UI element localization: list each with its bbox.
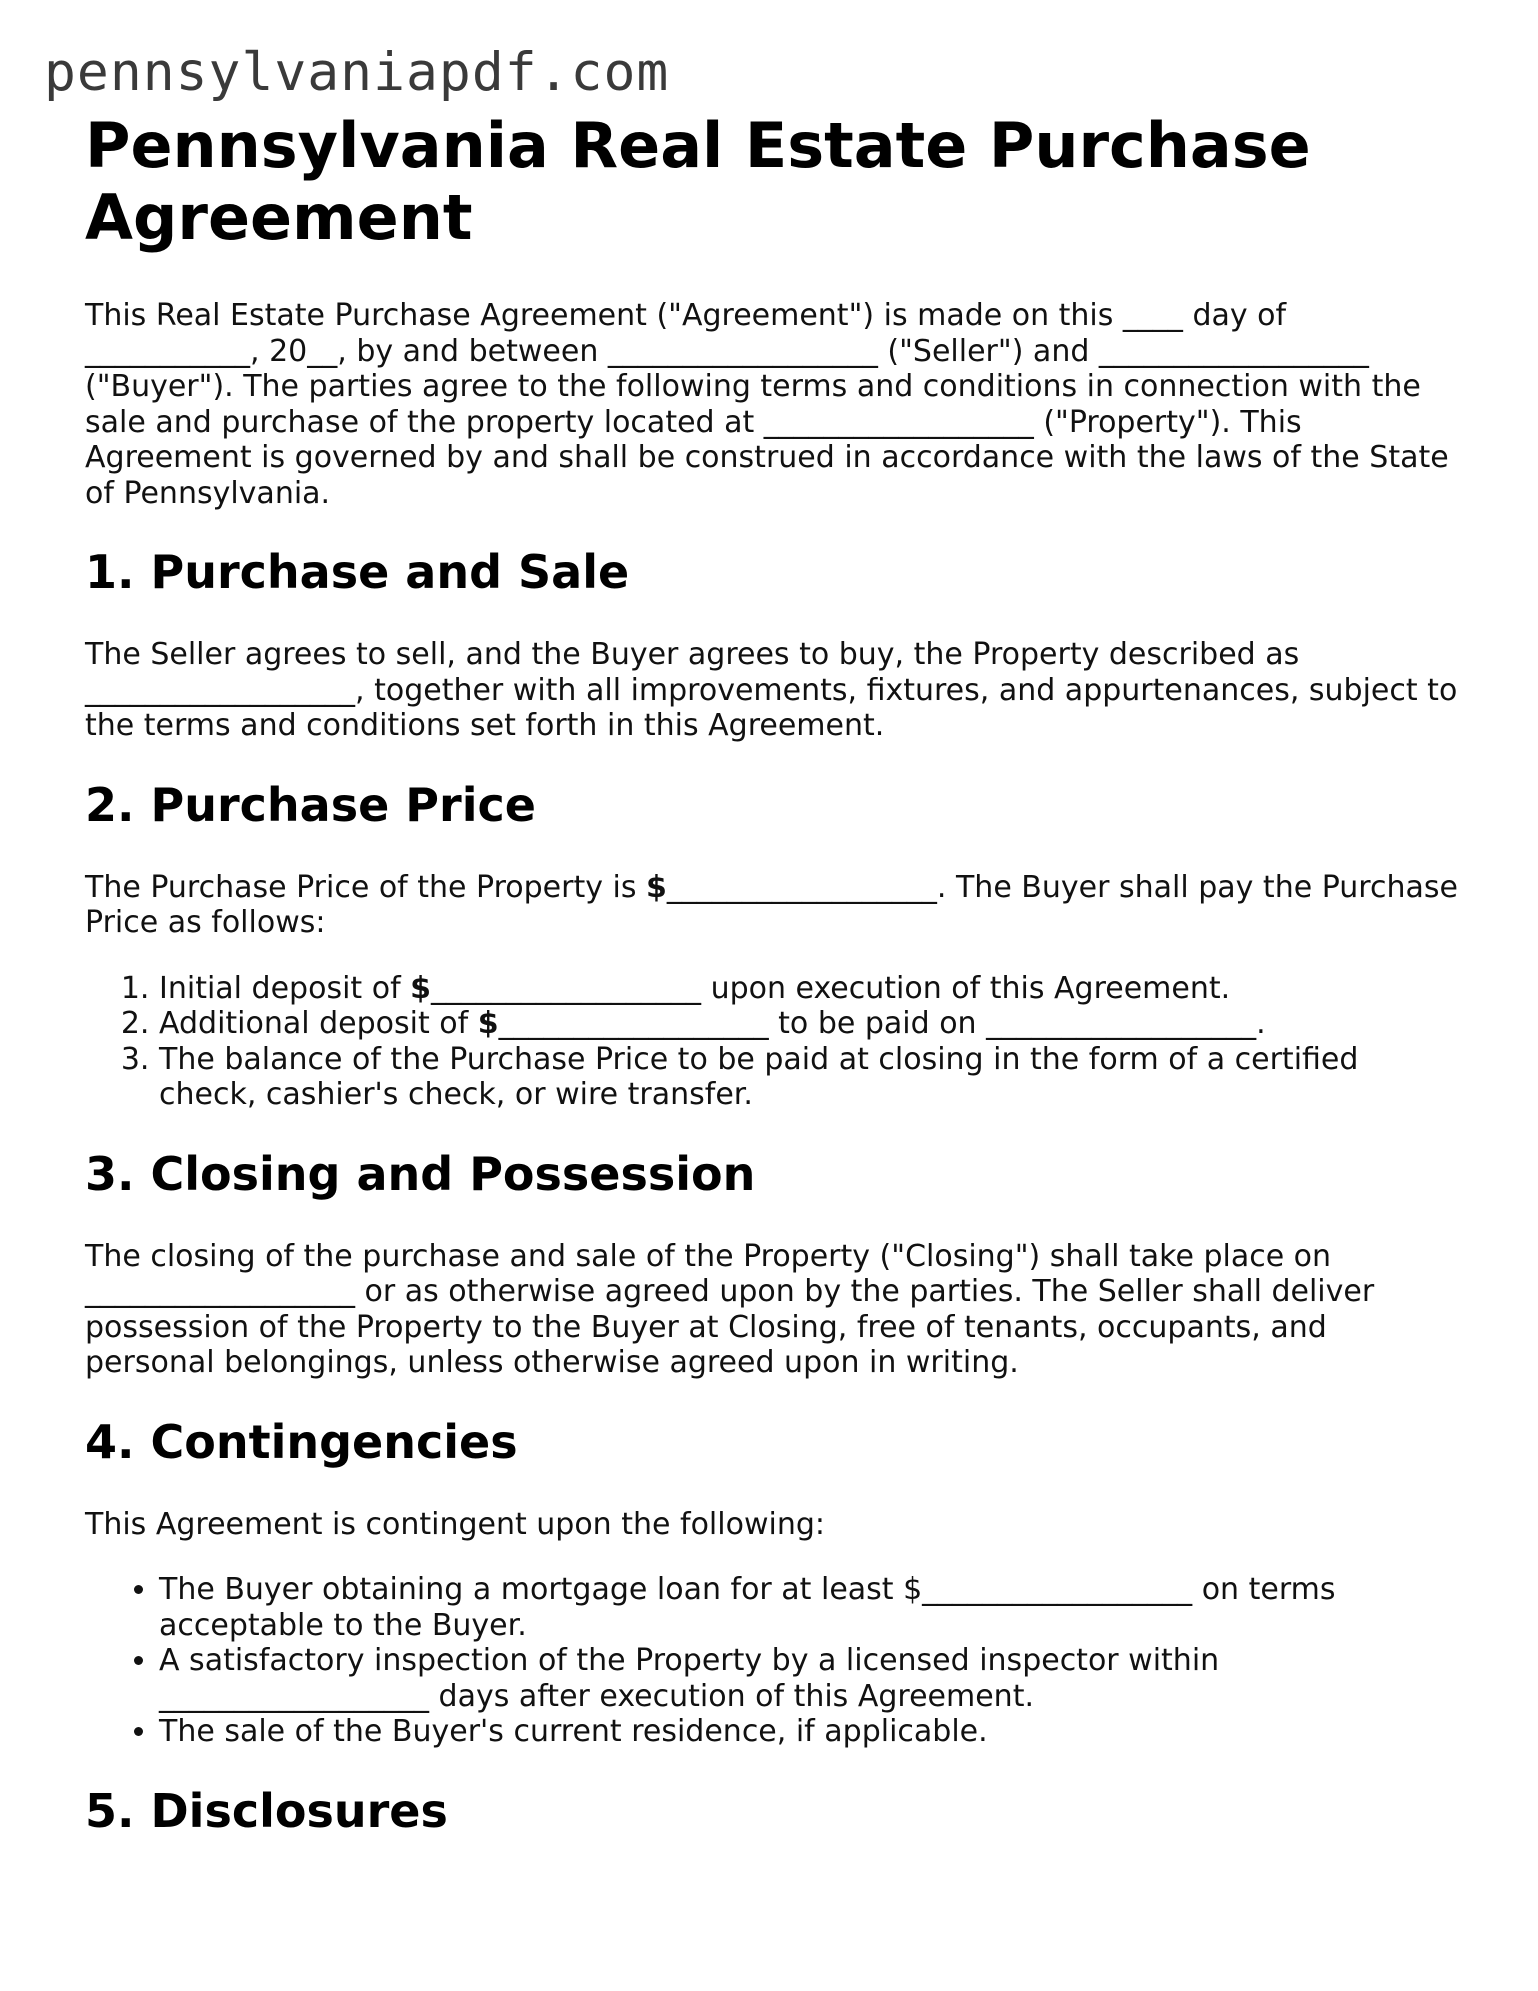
watermark-text: pennsylvaniapdf.com — [44, 42, 670, 103]
list-item-post: __________________ to be paid on __________________. — [498, 1006, 1266, 1041]
list-item: • A satisfactory inspection of the Property by a licensed inspector within __________________ days after execution of this Agreement. — [159, 1643, 1460, 1714]
price-text-pre: The Purchase Price of the Property is — [85, 869, 647, 905]
section-body-purchase-price — [85, 870, 1460, 941]
section-heading-purchase-and-sale: 1. Purchase and Sale — [85, 545, 630, 599]
section-heading-contingencies: 4. Contingencies — [85, 1414, 518, 1469]
document-page — [85, 110, 1460, 1838]
section-body-purchase-and-sale: The Seller agrees to sell, and the Buyer agrees to buy, the Property described as __________________, together with all improvements, fixtures, and appurtenances, subject to the terms and conditions set forth in this Agreement. — [85, 637, 1458, 743]
section-body-closing-and-possession: The closing of the purchase and sale of the Property ("Closing") shall take place on __________________ or as otherwise agreed upon by the parties. The Seller shall deliver possession of the Property to the Buyer at Closing, free of tenants, occupants, and personal belongings, unless otherwise agreed upon in writing. — [85, 1238, 1375, 1380]
contingencies-list — [85, 1572, 1460, 1750]
dollar-sign: $ — [477, 1006, 499, 1041]
dollar-sign: $ — [646, 869, 667, 905]
section-body-contingencies: This Agreement is contingent upon the following: — [85, 1506, 825, 1542]
payment-list — [85, 971, 1460, 1113]
intro-paragraph: This Real Estate Purchase Agreement ("Agreement") is made on this ____ day of ___________, 20__, by and between __________________ ("Seller") and __________________ ("Buyer"). The parties agree to the following terms and conditions in connection with the sale and purchase of the property located at __________________ ("Property"). This Agreement is governed by and shall be construed in accordance with the laws of the State of Pennsylvania. — [85, 298, 1449, 511]
list-item-pre: Initial deposit of — [159, 970, 411, 1006]
section-heading-closing-and-possession: 3. Closing and Possession — [85, 1146, 756, 1201]
list-item — [159, 971, 1460, 1007]
list-item: • The Buyer obtaining a mortgage loan for at least $__________________ on terms acceptable to the Buyer. — [159, 1572, 1460, 1643]
price-text-post: __________________. The Buyer shall pay the Purchase Price as follows: — [85, 869, 1458, 940]
list-item: 3. The balance of the Purchase Price to be paid at closing in the form of a certified check, cashier's check, or wire transfer. — [159, 1042, 1460, 1113]
dollar-sign: $ — [410, 970, 432, 1006]
section-heading-purchase-price: 2. Purchase Price — [85, 777, 536, 832]
document-title: Pennsylvania Real Estate Purchase Agreement — [85, 109, 1311, 254]
list-item-pre: Additional deposit of — [159, 1006, 478, 1041]
list-item — [159, 1006, 1460, 1042]
section-heading-disclosures: 5. Disclosures — [85, 1783, 448, 1838]
list-item: • The sale of the Buyer's current residence, if applicable. — [159, 1714, 1460, 1750]
list-item-post: __________________ upon execution of this Agreement. — [431, 970, 1231, 1006]
